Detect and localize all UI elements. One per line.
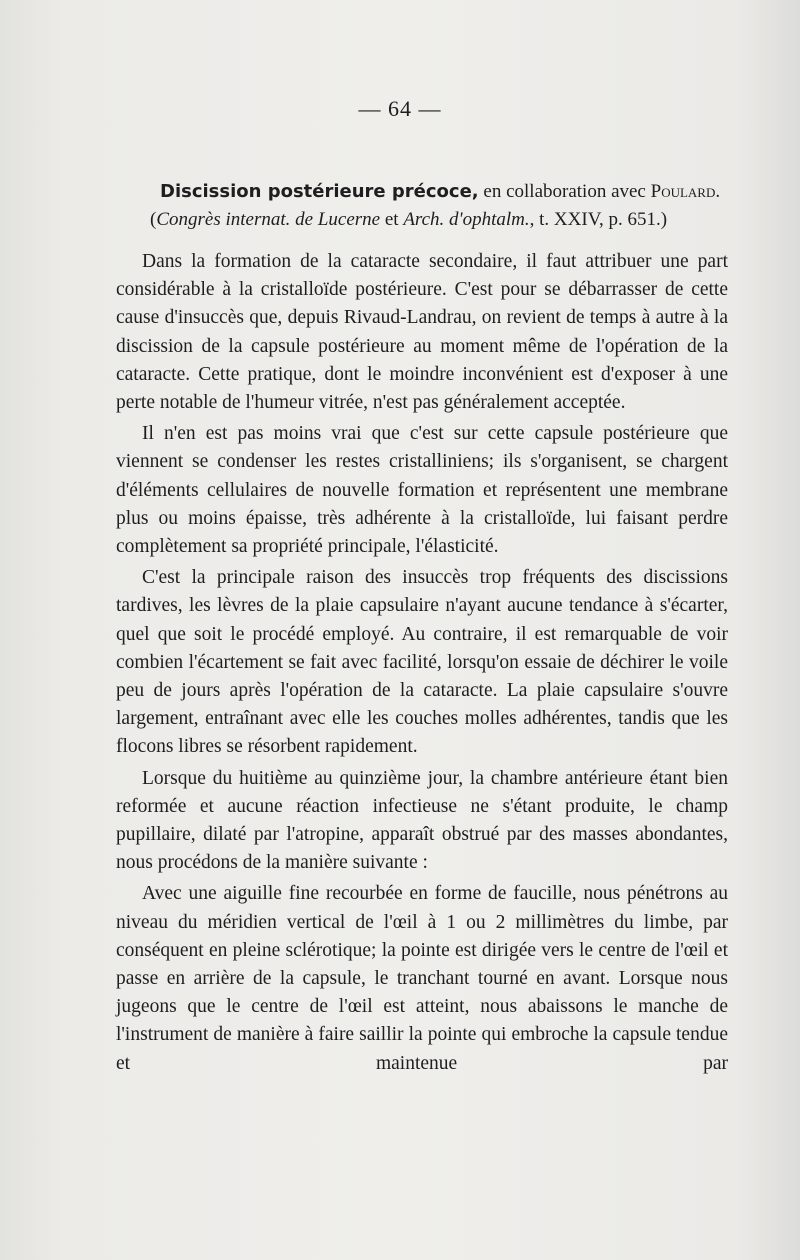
heading-collaboration: en collaboration avec [478, 181, 651, 202]
source-congress: Congrès internat. de Lucerne [156, 209, 381, 230]
paragraph: Il n'en est pas moins vrai que c'est sur cette capsule postérieure que viennent se condenser les restes cristalliniens; ils s'organisent, se chargent d'éléments cellulaires de nouvelle formation et représentent une membrane plus ou moins épaisse, très adhérente à la cristalloïde, lui faisant perdre complètement sa propriété principale, l'élasticité. [116, 423, 728, 558]
source-open-paren: ( [150, 209, 157, 230]
section-heading [160, 178, 760, 206]
paragraph: Lorsque du huitième au quinzième jour, la chambre antérieure étant bien reformée et aucune réaction infectieuse ne s'étant produite, le champ pupillaire, dilaté par l'atropine, apparaît obstrué par des masses abondantes, nous procédons de la manière suivante : [116, 767, 728, 874]
heading-title: Discission postérieure précoce, [160, 181, 479, 202]
source-et: et [380, 209, 404, 230]
source-reference [150, 206, 770, 234]
source-journal: Arch. d'ophtalm. [403, 209, 530, 230]
heading-author: Poulard. [650, 181, 721, 202]
body-text [116, 248, 728, 1081]
paragraph: Dans la formation de la cataracte secondaire, il faut attribuer une part considérable à la cristalloïde postérieure. C'est pour se débarrasser de cette cause d'insuccès que, depuis Rivaud-Landrau, on revient de temps à autre à la discission de la capsule postérieure au moment même de l'opération de la cataracte. Cette pratique, dont le moindre inconvénient est d'exposer à une perte notable de l'humeur vitrée, n'est pas généralement acceptée. [116, 251, 728, 414]
page-number: — 64 — [358, 96, 442, 121]
paragraph: C'est la principale raison des insuccès trop fréquents des discissions tardives, les lèvres de la plaie capsulaire n'ayant aucune tendance à s'écarter, quel que soit le procédé employé. Au contraire, il est remarquable de voir combien l'écartement se fait avec facilité, lorsqu'on essaie de déchirer le voile peu de jours après l'opération de la cataracte. La plaie capsulaire s'ouvre largement, entraînant avec elle les couches molles adhérentes, tandis que les flocons libres se résorbent rapidement. [116, 567, 728, 758]
paragraph: Avec une aiguille fine recourbée en forme de faucille, nous pénétrons au niveau du méridien vertical de l'œil à 1 ou 2 millimètres du limbe, par conséquent en pleine sclérotique; la pointe est dirigée vers le centre de l'œil et passe en arrière de la capsule, le tranchant tourné en avant. Lorsque nous jugeons que le centre de l'œil est atteint, nous abaissons le manche de l'instrument de manière à faire saillir la pointe qui embroche la capsule tendue et maintenue par [116, 883, 728, 1074]
source-ref: , t. XXIV, p. 651.) [529, 209, 668, 230]
